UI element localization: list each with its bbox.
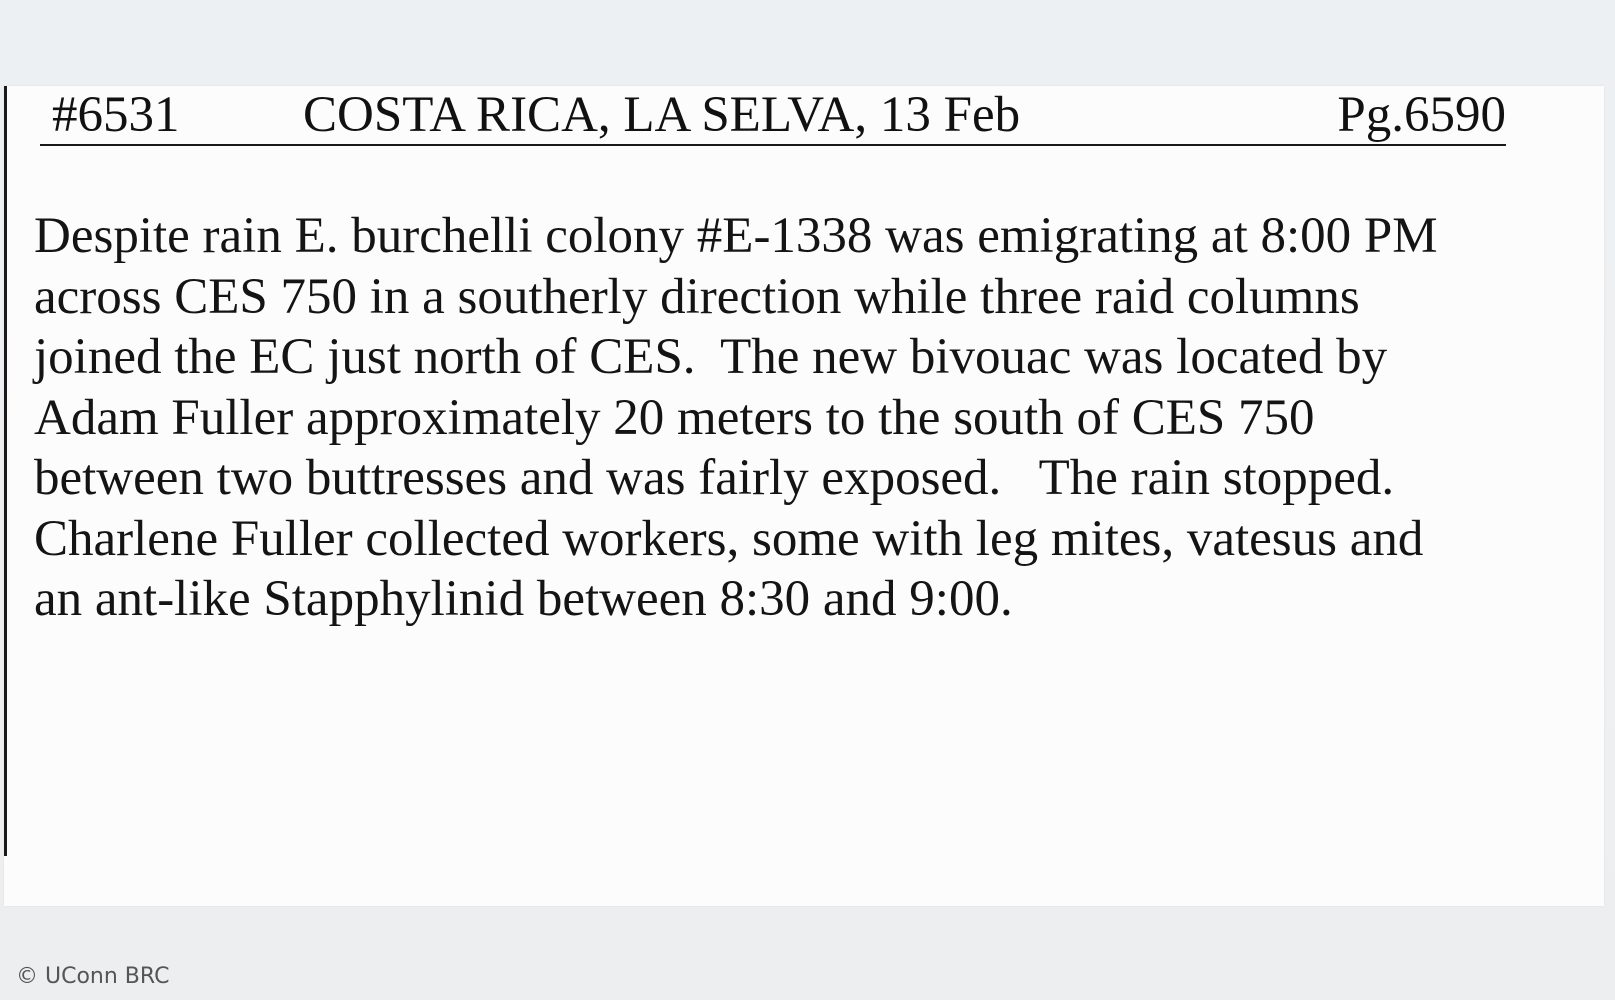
note-body <box>34 206 1574 630</box>
copyright-notice: © UConn BRC <box>16 964 170 989</box>
note-line: an ant-like Stapphylinid between 8:30 and 9:00. <box>34 571 1013 627</box>
note-line: across CES 750 in a southerly direction while three raid columns <box>34 268 1360 325</box>
note-line: joined the EC just north of CES. The new bivouac was located by <box>34 329 1388 385</box>
card-header <box>40 86 1506 146</box>
note-line: between two buttresses and was fairly exposed. The rain stopped. <box>34 450 1395 506</box>
page-number: Pg.6590 <box>1337 87 1506 143</box>
field-note-card <box>4 86 1604 906</box>
card-left-edge <box>4 86 7 856</box>
note-line: Adam Fuller approximately 20 meters to the south of CES 750 <box>34 389 1315 446</box>
location-date: COSTA RICA, LA SELVA, 13 Feb <box>303 87 1021 143</box>
note-line: Despite rain E. burchelli colony #E-1338 was emigrating at 8:00 PM <box>34 208 1438 264</box>
record-number: #6531 <box>52 87 180 143</box>
note-line: Charlene Fuller collected workers, some with leg mites, vatesus and <box>34 510 1424 567</box>
